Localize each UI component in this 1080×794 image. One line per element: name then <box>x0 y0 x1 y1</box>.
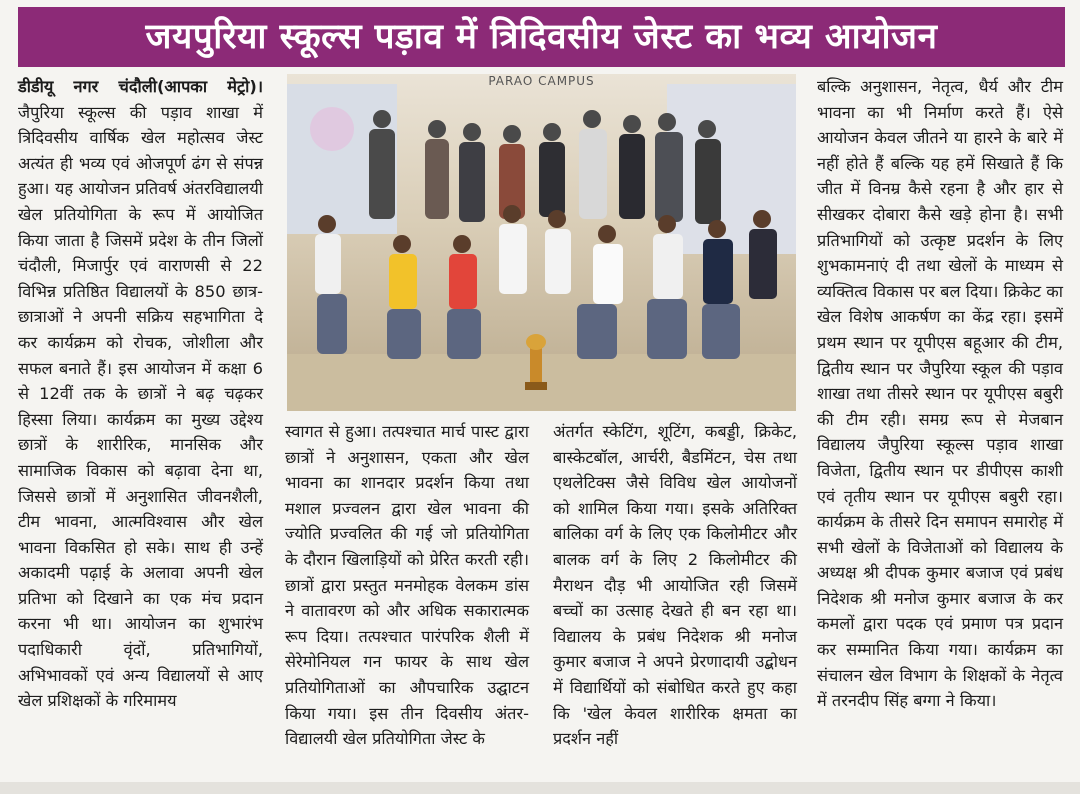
article-column-3 <box>553 419 797 779</box>
article-text-col2: स्वागत से हुआ। तत्पश्चात मार्च पास्ट द्वारा छात्रों ने अनुशासन, एकता और खेल भावना का शानदार प्रदर्शन किया तथा मशाल प्रज्वलन द्वारा खेल भावना की ज्योति प्रज्वलित की गई जो प्रतियोगिता के दौरान खिलाड़ियों को प्रेरित करती रही। छात्रों द्वारा प्रस्तुत मनमोहक वेलकम डांस ने वातावरण को और अधिक सकारात्मक रूप दिया। तत्पश्चात पारंपरिक शैली में सेरेमोनियल गन फायर के साथ खेल प्रतियोगिताओं का औपचारिक उद्घाटन किया गया। इस तीन दिवसीय अंतर-विद्यालयी खेल प्रतियोगिता जेस्ट के <box>285 422 529 749</box>
article-column-4 <box>817 74 1063 779</box>
news-photo <box>287 74 796 411</box>
article-text-col4: बल्कि अनुशासन, नेतृत्व, धैर्य और टीम भावना का भी निर्माण करते हैं। ऐसे आयोजन केवल जीतने या हारने के बारे में नहीं होते हैं बल्कि यह हमें सिखाते हैं कि जीत में विनम्र कैसे रहना है और हार से सीखकर दोबारा कैसे खड़े होना है। सभी प्रतिभागियों को उत्कृष्ट प्रदर्शन के लिए शुभकामनाएं दी तथा खेलों के माध्यम से व्यक्तित्व विकास पर बल दिया। क्रिकेट का खेल विशेष आकर्षण का केंद्र रहा। इसमें प्रथम स्थान पर यूपीएस बहूआर की टीम, द्वितीय स्थान पर जैपुरिया स्कूल की पड़ाव शाखा तथा तीसरे स्थान पर यूपीएस बबुरी की टीम रही। समग्र रूप से मेजबान विद्यालय जैपुरिया स्कूल्स पड़ाव शाखा विजेता, द्वितीय स्थान पर डीपीएस काशी एवं तृतीय स्थान पर यूपीएस बबुरी रहा। कार्यक्रम के तीसरे दिन समापन समारोह में सभी खेलों के विजेताओं को विद्यालय के अध्यक्ष श्री दीपक कुमार बजाज एवं प्रबंध निदेशक श्री मनोज कुमार बजाज के कर कमलों द्वारा पदक एवं प्रमाण पत्र प्रदान कर सम्मानित किया गया। कार्यक्रम का संचालन खेल विभाग के शिक्षकों के नेतृत्व में तरनदीप सिंह बग्गा ने किया। <box>817 77 1063 711</box>
front-row-legs <box>317 294 740 359</box>
banner-emblem <box>310 107 354 151</box>
backdrop-banner-right <box>667 84 796 254</box>
article-text-col3: अंतर्गत स्केटिंग, शूटिंग, कबड्डी, क्रिकेट, बास्केटबॉल, आर्चरी, बैडमिंटन, चेस तथा एथलेटिक्स जैसे विविध खेल आयोजनों को शामिल किया गया। इसके अतिरिक्त बालिका वर्ग के लिए एक किलोमीटर और बालक वर्ग के लिए 2 किलोमीटर की मैराथन दौड़ भी आयोजित रही जिसमें बच्चों का उत्साह देखते ही बन रहा था। विद्यालय के प्रबंध निदेशक श्री मनोज कुमार बजाज ने अपने प्रेरणादायी उद्बोधन में विद्यार्थियों को संबोधित करते हुए कहा कि 'खेल केवल शारीरिक क्षमता का प्रदर्शन नहीं <box>553 422 797 749</box>
headline: जयपुरिया स्कूल्स पड़ाव में त्रिदिवसीय जेस्ट का भव्य आयोजन <box>18 7 1065 67</box>
dateline: डीडीयू नगर चंदौली(आपका मेट्रो)। <box>18 77 263 96</box>
photo-banner-text: PARAO CAMPUS <box>488 74 595 88</box>
page-bottom-edge <box>0 782 1080 794</box>
article-text-col1: जैपुरिया स्कूल्स की पड़ाव शाखा में त्रिदिवसीय वार्षिक खेल महोत्सव जेस्ट अत्यंत ही भव्य एवं ओजपूर्ण ढंग से संपन्न हुआ। यह आयोजन प्रतिवर्ष अंतरविद्यालयी खेल प्रतियोगिता के रूप में आयोजित किया जाता है जिसमें प्रदेश के तीन जिलों चंदौली, मिजार्पुर एवं वाराणसी से 22 विभिन्न प्रतिष्ठित विद्यालयों के 850 छात्र-छात्राओं ने अपनी सक्रिय सहभागिता दे कर कार्यक्रम को रोचक, जोशीला और सफल बनाते हैं। इस आयोजन में कक्षा 6 से 12वीं तक के छात्रों ने बढ़ चढ़कर हिस्सा लिया। कार्यक्रम का मुख्य उद्देश्य छात्रों के शारीरिक, मानसिक और सामाजिक विकास को बढ़ावा देना था, जिससे छात्रों में अनुशासित जीवनशैली, टीम भावना, आत्मविश्वास और खेल भावना विकसित हो सके। साथ ही उन्हें अकादमी पढ़ाई के अलावा अपनी खेल प्रतिभा को दिखाने का एक मंच प्रदान करना भी था। आयोजन का शुभारंभ पदाधिकारी वृंदों, प्रतिभागियों, अभिभावकों एवं अन्य विद्यालयों से आए खेल प्रशिक्षकों के गरिमामय <box>18 102 263 711</box>
article-column-1 <box>18 74 263 779</box>
back-row-people <box>369 110 721 224</box>
group-photo-illustration <box>287 74 796 411</box>
article-column-2 <box>285 419 529 779</box>
